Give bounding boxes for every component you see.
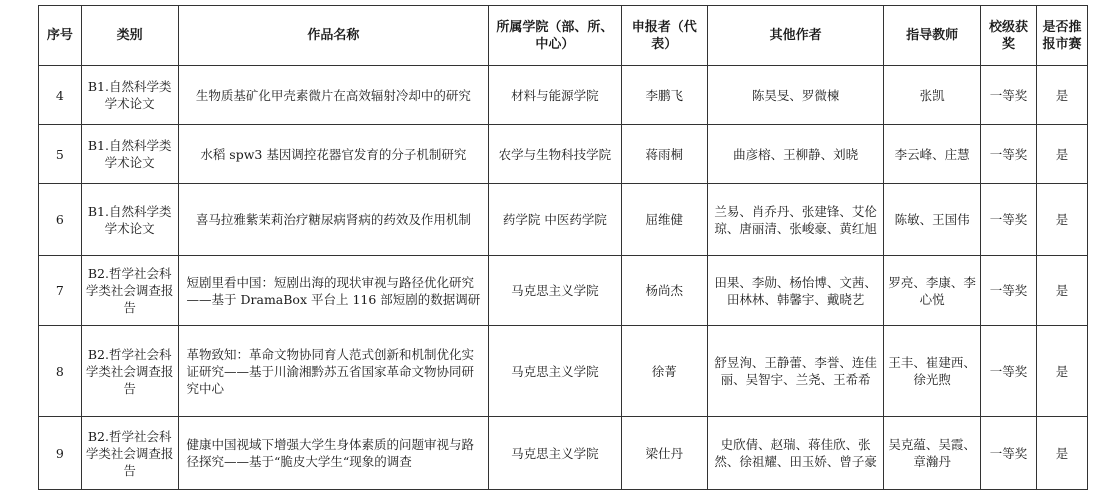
cell-advisor: 李云峰、庄慧 — [884, 125, 981, 184]
cell-applicant: 蒋雨桐 — [621, 125, 708, 184]
cell-recommend: 是 — [1037, 184, 1088, 256]
header-row — [39, 6, 1088, 66]
cell-category: B1.自然科学类学术论文 — [81, 66, 178, 125]
cell-recommend: 是 — [1037, 417, 1088, 490]
awards-table — [38, 5, 1088, 490]
cell-award: 一等奖 — [981, 256, 1037, 326]
cell-advisor: 张凯 — [884, 66, 981, 125]
cell-title: 健康中国视域下增强大学生身体素质的问题审视与路径探究——基于“脆皮大学生“现象的调查 — [178, 417, 489, 490]
header-award: 校级获奖 — [981, 6, 1037, 66]
cell-no: 5 — [39, 125, 82, 184]
cell-no: 8 — [39, 326, 82, 417]
cell-award: 一等奖 — [981, 417, 1037, 490]
table-row — [39, 326, 1088, 417]
cell-category: B2.哲学社会科学类社会调查报告 — [81, 256, 178, 326]
cell-category: B2.哲学社会科学类社会调查报告 — [81, 417, 178, 490]
table-row — [39, 256, 1088, 326]
cell-applicant: 李鹏飞 — [621, 66, 708, 125]
cell-applicant: 徐菁 — [621, 326, 708, 417]
cell-coauthors: 田果、李勋、杨怡博、文茜、田林林、韩馨宇、戴晓艺 — [708, 256, 884, 326]
cell-advisor: 陈敏、王国伟 — [884, 184, 981, 256]
cell-advisor: 罗亮、李康、李心悦 — [884, 256, 981, 326]
table-row — [39, 125, 1088, 184]
header-coauthors: 其他作者 — [708, 6, 884, 66]
cell-advisor: 吴克蕴、吴霞、章瀚丹 — [884, 417, 981, 490]
cell-recommend: 是 — [1037, 326, 1088, 417]
cell-title: 水稻 spw3 基因调控花器官发育的分子机制研究 — [178, 125, 489, 184]
header-college: 所属学院（部、所、中心） — [489, 6, 621, 66]
cell-no: 4 — [39, 66, 82, 125]
cell-no: 9 — [39, 417, 82, 490]
cell-no: 6 — [39, 184, 82, 256]
cell-coauthors: 兰易、肖乔丹、张建锋、艾伦琼、唐丽清、张峻豪、黄红旭 — [708, 184, 884, 256]
cell-award: 一等奖 — [981, 66, 1037, 125]
cell-college: 马克思主义学院 — [489, 256, 621, 326]
cell-college: 马克思主义学院 — [489, 326, 621, 417]
cell-applicant: 屈维健 — [621, 184, 708, 256]
cell-college: 药学院 中医药学院 — [489, 184, 621, 256]
header-no: 序号 — [39, 6, 82, 66]
cell-category: B2.哲学社会科学类社会调查报告 — [81, 326, 178, 417]
header-title: 作品名称 — [178, 6, 489, 66]
cell-no: 7 — [39, 256, 82, 326]
cell-title: 生物质基矿化甲壳素微片在高效辐射冷却中的研究 — [178, 66, 489, 125]
cell-college: 材料与能源学院 — [489, 66, 621, 125]
cell-recommend: 是 — [1037, 256, 1088, 326]
cell-coauthors: 史欣倩、赵瑞、蒋佳欣、张然、徐祖耀、田玉娇、曾子豪 — [708, 417, 884, 490]
table-row — [39, 184, 1088, 256]
cell-college: 马克思主义学院 — [489, 417, 621, 490]
cell-coauthors: 舒昱洵、王静蕾、李誉、连佳丽、吴智宇、兰尧、王希希 — [708, 326, 884, 417]
cell-category: B1.自然科学类学术论文 — [81, 125, 178, 184]
cell-award: 一等奖 — [981, 125, 1037, 184]
table-row — [39, 66, 1088, 125]
cell-advisor: 王丰、崔建西、徐光煦 — [884, 326, 981, 417]
cell-recommend: 是 — [1037, 125, 1088, 184]
table-row — [39, 417, 1088, 490]
cell-title: 革物致知：革命文物协同育人范式创新和机制优化实证研究——基于川渝湘黔苏五省国家革命文物协同研究中心 — [178, 326, 489, 417]
cell-title: 短剧里看中国：短剧出海的现状审视与路径优化研究——基于 DramaBox 平台上 116 部短剧的数据调研 — [178, 256, 489, 326]
cell-award: 一等奖 — [981, 326, 1037, 417]
cell-college: 农学与生物科技学院 — [489, 125, 621, 184]
cell-recommend: 是 — [1037, 66, 1088, 125]
cell-coauthors: 陈昊旻、罗微楝 — [708, 66, 884, 125]
header-category: 类别 — [81, 6, 178, 66]
cell-category: B1.自然科学类学术论文 — [81, 184, 178, 256]
cell-award: 一等奖 — [981, 184, 1037, 256]
cell-coauthors: 曲彦榕、王柳静、刘晓 — [708, 125, 884, 184]
header-applicant: 申报者（代表） — [621, 6, 708, 66]
cell-applicant: 杨尚杰 — [621, 256, 708, 326]
cell-title: 喜马拉雅紫茉莉治疗糖尿病肾病的药效及作用机制 — [178, 184, 489, 256]
header-recommend: 是否推报市赛 — [1037, 6, 1088, 66]
cell-applicant: 梁仕丹 — [621, 417, 708, 490]
header-advisor: 指导教师 — [884, 6, 981, 66]
